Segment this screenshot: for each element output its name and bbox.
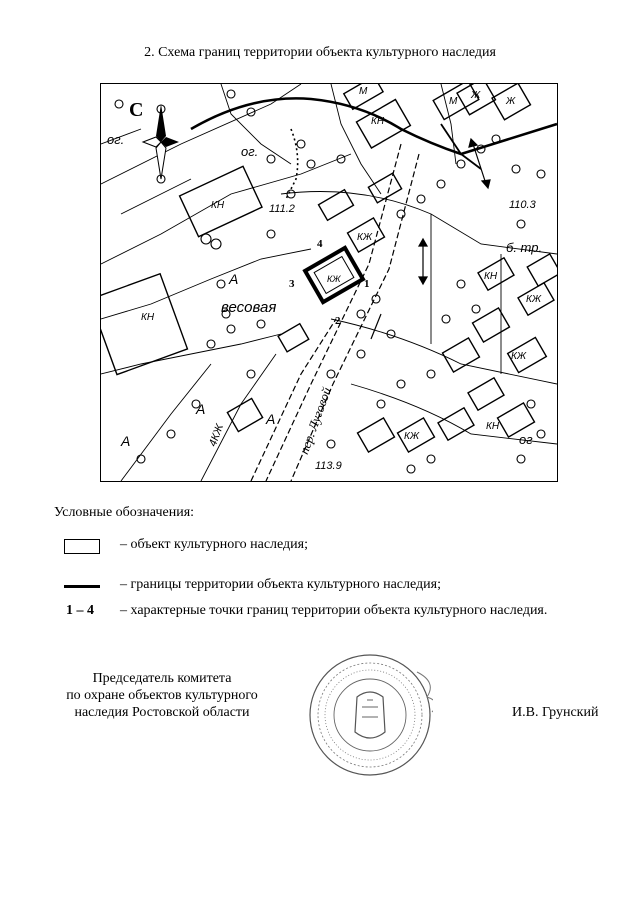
label-kn-2: КН <box>141 312 155 323</box>
boundary-point-1: 1 <box>364 278 370 290</box>
label-kzh-1: КЖ <box>357 232 373 243</box>
signatory-position: Председатель комитета по охране объектов культурного наследия Ростовской области <box>66 671 258 720</box>
heritage-object-label: КЖ <box>327 274 341 284</box>
map-drawing <box>101 84 557 481</box>
label-og-center: ог. <box>241 144 259 159</box>
boundary-point-3: 3 <box>289 278 295 290</box>
legend-symbol-line <box>64 585 100 588</box>
label-zh-2: Ж <box>506 96 516 107</box>
boundary-point-4: 4 <box>317 238 323 250</box>
label-a-1: А <box>229 271 239 287</box>
north-arrow <box>129 99 179 179</box>
label-kzh-2: КЖ <box>526 294 542 305</box>
label-street: пер. Луговой <box>296 385 335 457</box>
label-4kzh: 4КЖ <box>206 422 226 449</box>
north-letter: С <box>129 99 144 121</box>
label-a-3: А <box>196 401 206 417</box>
label-kn-4: КН <box>484 271 498 282</box>
label-vesovaya: весовая <box>221 299 277 316</box>
legend-text: – объект культурного наследия; <box>120 537 308 552</box>
signatory-name: И.В. Грунский <box>512 705 599 720</box>
page-title: 2. Схема границ территории объекта культурного наследия <box>144 45 496 60</box>
label-elevation-2: 110.3 <box>509 199 536 211</box>
label-kzh-4: КЖ <box>404 431 420 442</box>
label-kn-1: КН <box>211 200 225 211</box>
label-kzh-3: КЖ <box>511 351 527 362</box>
legend-item-heritage-object <box>0 537 640 557</box>
legend-text: – характерные точки границ территории объекта культурного наследия. <box>120 603 548 618</box>
label-kn-3: КН <box>371 116 385 127</box>
label-elevation-3: 113.9 <box>315 460 342 472</box>
legend-item-points <box>0 603 640 623</box>
legend-symbol-box <box>64 539 100 554</box>
official-seal <box>307 652 433 778</box>
legend-item-boundary-line <box>0 577 640 597</box>
legend-text: – границы территории объекта культурного наследия; <box>120 577 441 592</box>
label-og-left: ог. <box>107 132 125 147</box>
label-m-2: М <box>449 96 458 107</box>
label-b-tr: б. тр. <box>506 240 543 255</box>
label-m-1: М <box>359 86 368 97</box>
label-og-right: ог <box>519 432 533 447</box>
label-a-2: А <box>121 433 131 449</box>
label-a-4: А <box>266 411 276 427</box>
label-elevation-1: 111.2 <box>269 203 295 215</box>
label-kn-5: КН <box>486 421 500 432</box>
boundary-map <box>100 83 558 482</box>
boundary-point-2: 2 <box>335 315 341 327</box>
legend-heading: Условные обозначения: <box>54 505 195 520</box>
label-zh-1: Ж <box>471 90 481 101</box>
legend-symbol-points: 1 – 4 <box>66 603 94 618</box>
